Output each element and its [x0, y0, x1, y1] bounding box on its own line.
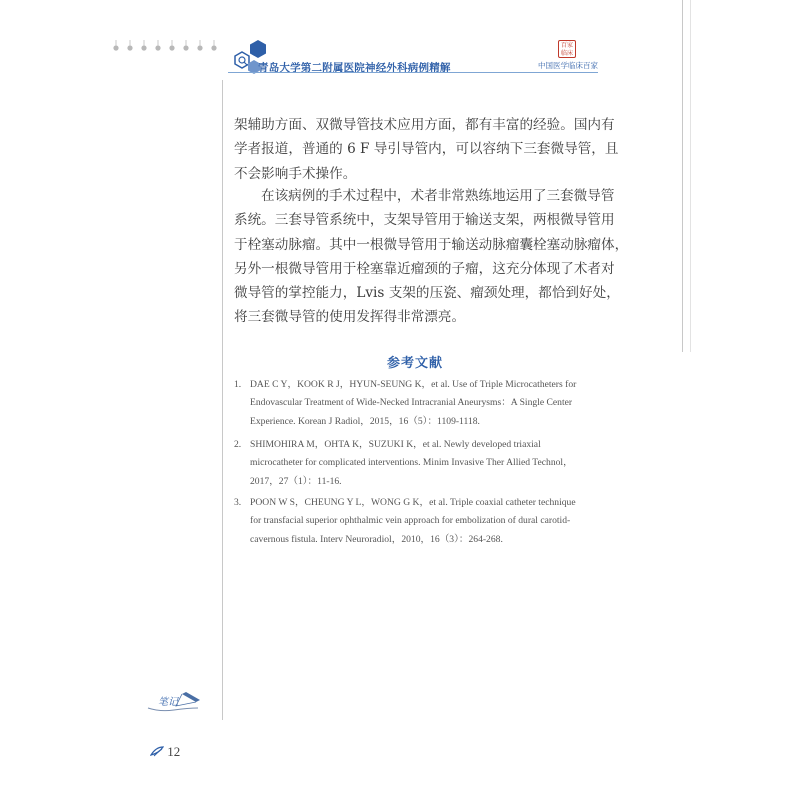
- seal-stamp: [558, 40, 576, 58]
- references-heading: 参考文献: [386, 356, 443, 371]
- notes-pen-icon: [146, 690, 202, 716]
- reference-line: Experience. Korean J Radiol，2015，16（5）：1109-1118.: [250, 415, 480, 427]
- left-margin-line: [222, 80, 223, 720]
- header-series-name: 中国医学临床百家: [538, 61, 598, 70]
- paragraph-line: 于栓塞动脉瘤。其中一根微导管用于输送动脉瘤囊栓塞动脉瘤体，: [234, 236, 629, 253]
- seal-text-line: 临床: [560, 50, 573, 57]
- header-title: 青岛大学第二附属医院神经外科病例精解: [258, 62, 451, 74]
- reference-line: cavernous fistula. Interv Neuroradiol，2010，16（3）：264-268.: [250, 533, 503, 545]
- reference-line: SHIMOHIRA M，OHTA K，SUZUKI K，et al. Newly developed triaxial: [250, 439, 541, 450]
- right-margin-line: [682, 0, 683, 352]
- page-number: 12: [167, 744, 181, 759]
- seal-text-line: 百家: [560, 42, 573, 49]
- reference-line: microcatheter for complicated interventions. Minim Invasive Ther Allied Technol，: [250, 457, 573, 469]
- reference-number: 3.: [234, 497, 242, 508]
- header-rule: [228, 72, 598, 73]
- paragraph-line: 架辅助方面、双微导管技术应用方面，都有丰富的经验。国内有: [234, 117, 615, 133]
- paragraph-line: 将三套微导管的使用发挥得非常漂亮。: [234, 309, 466, 326]
- reference-line: Endovascular Treatment of Wide-Necked Intracranial Aneurysms：A Single Center: [250, 397, 573, 409]
- paragraph-line: 不会影响手术操作。: [234, 165, 357, 182]
- page-number-block: [150, 744, 180, 760]
- reference-item-1: [234, 376, 596, 431]
- paragraph-line: 学者报道，普通的 6 F 导引导管内，可以容纳下三套微导管，且: [234, 141, 619, 158]
- reference-line: for transfacial superior ophthalmic vein approach for embolization of dural carotid-: [250, 515, 571, 527]
- paragraph-line: 系统。三套导管系统中，支架导管用于输送支架，两根微导管用: [234, 212, 615, 229]
- reference-item-2: [234, 436, 596, 491]
- reference-line: POON W S，CHEUNG Y L，WONG G K，et al. Triple coaxial catheter technique: [250, 497, 576, 508]
- reference-line: DAE C Y，KOOK R J，HYUN-SEUNG K，et al. Use of Triple Microcatheters for: [250, 379, 577, 390]
- page-leaf-icon: [150, 745, 164, 757]
- reference-item-3: [234, 494, 596, 549]
- header-dot-decoration: [110, 40, 220, 56]
- paragraph-line: 微导管的掌控能力，Lvis 支架的压瓷、瘤颈处理，都恰到好处，: [234, 285, 620, 302]
- reference-number: 2.: [234, 439, 242, 450]
- paragraph-line: 在该病例的手术过程中，术者非常熟练地运用了三套微导管: [261, 188, 615, 204]
- body-paragraph-2: [234, 184, 629, 330]
- right-margin-line-secondary: [690, 0, 691, 352]
- reference-line: 2017，27（1）：11-16.: [250, 475, 342, 487]
- reference-number: 1.: [234, 379, 242, 390]
- notes-label: 笔记: [158, 697, 178, 708]
- body-paragraph-1: [234, 113, 619, 186]
- paragraph-line: 另外一根微导管用于栓塞靠近瘤颈的子瘤，这充分体现了术者对: [234, 260, 615, 277]
